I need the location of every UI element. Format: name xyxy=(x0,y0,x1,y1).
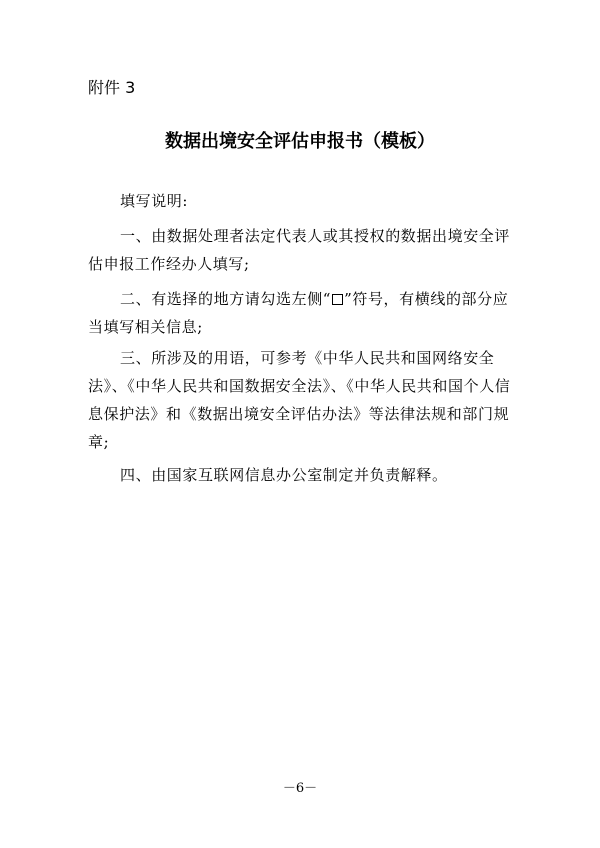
instruction-item-1: 一、由数据处理者法定代表人或其授权的数据出境安全评估申报工作经办人填写; xyxy=(88,227,511,273)
page-number: －6－ xyxy=(282,781,318,796)
attachment-label: 附件 3 xyxy=(88,78,136,97)
instruction-item-2-after: ”符号，有横线的部分应当填写相关信息; xyxy=(88,290,509,336)
checkbox-icon xyxy=(332,294,343,305)
instruction-item-3: 三、所涉及的用语，可参考《中华人民共和国网络安全法》、《中华人民共和国数据安全法》、《中华人民共和国个人信息保护法》和《数据出境安全评估办法》等法律法规和部门规章; xyxy=(88,349,511,451)
document-title: 数据出境安全评估申报书（模板） xyxy=(165,131,435,152)
instruction-item-2 xyxy=(88,285,518,341)
instruction-item-2-before: 二、有选择的地方请勾选左侧“ xyxy=(120,290,332,308)
instruction-item-4: 四、由国家互联网信息办公室制定并负责解释。 xyxy=(120,466,448,484)
instructions-heading: 填写说明: xyxy=(120,192,189,210)
